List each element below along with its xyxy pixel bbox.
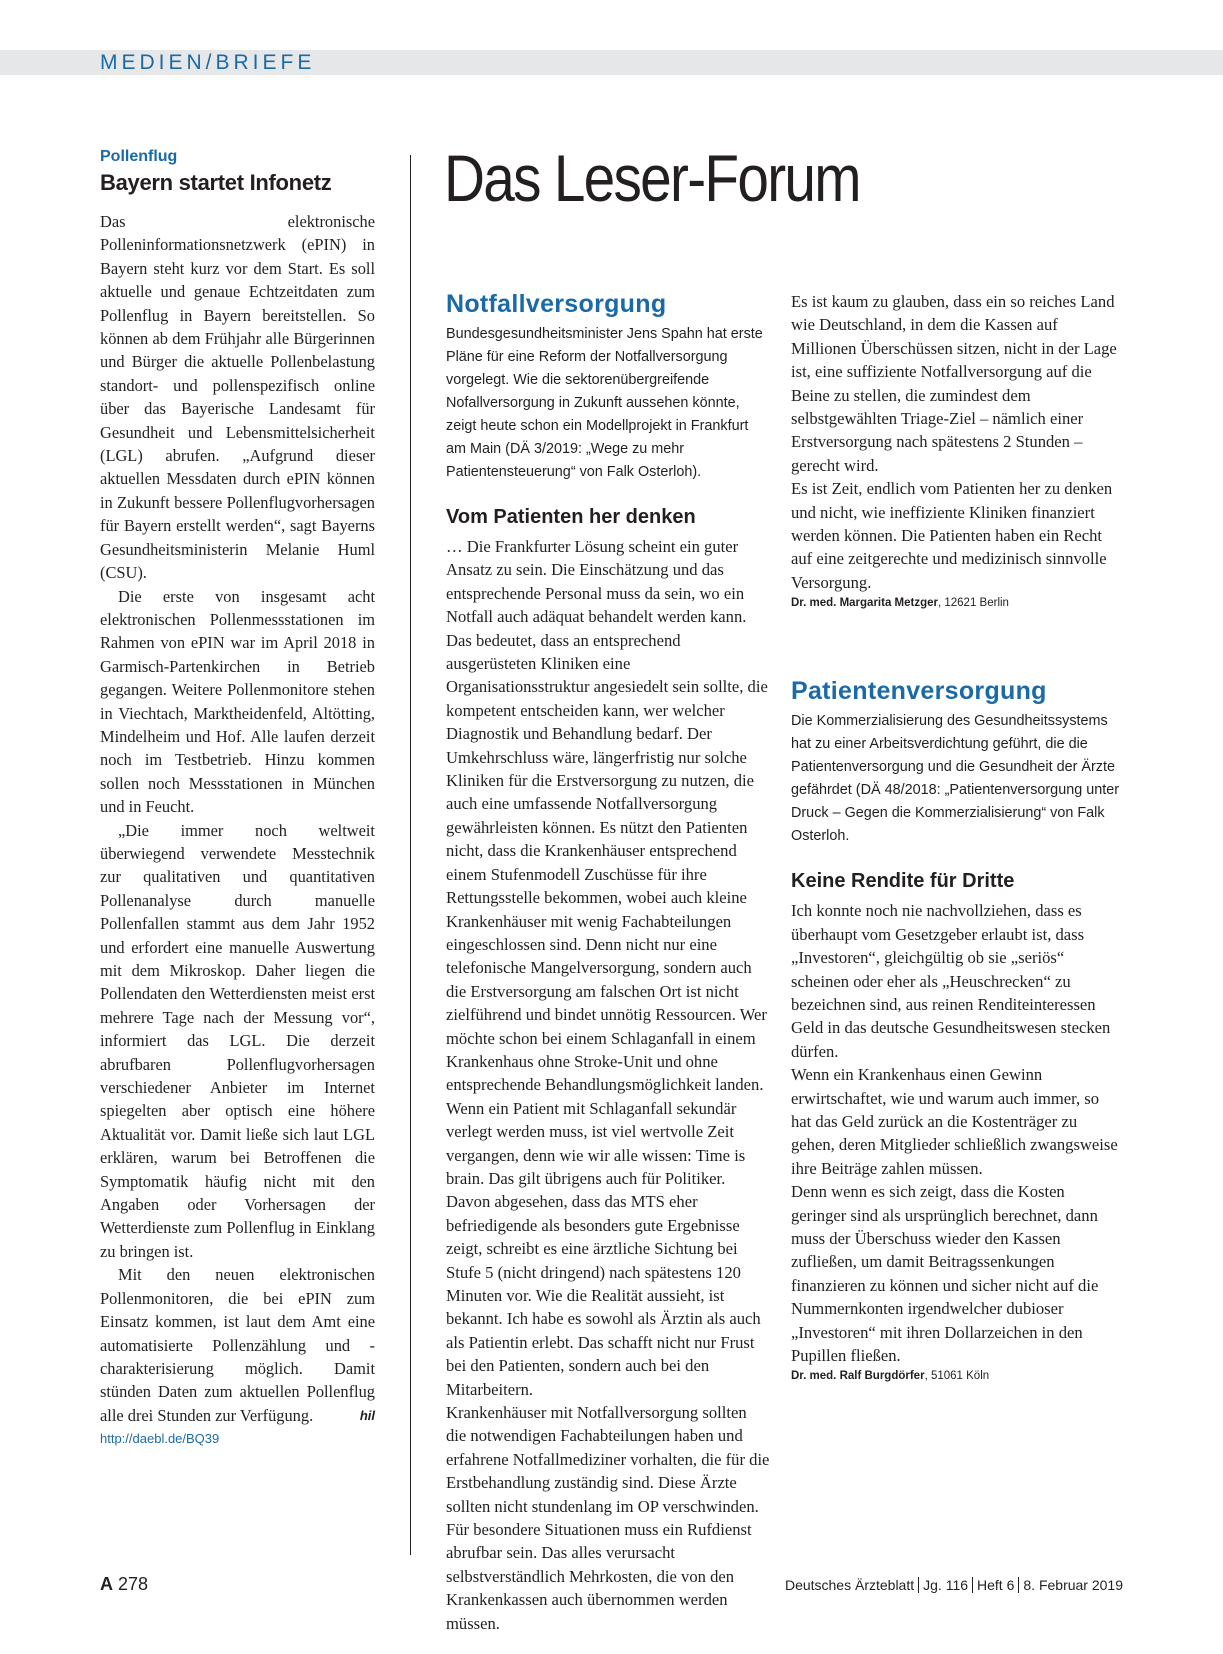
separator xyxy=(1018,1577,1019,1593)
letter-intro: Bundesgesundheitsminister Jens Spahn hat erste Pläne für eine Reform der Notfallversorgung vorgelegt. Wie die sektorenübergreifende Nofallversorgung in Zukunft aussehen könnte, zeigt heute schon ein Modellprojekt in Frankfurt am Main (DÄ 3/2019: „Wege zu mehr Patientensteuerung“ von Falk Osterloh). xyxy=(446,326,763,480)
letter-author xyxy=(791,1370,1121,1382)
letter-subhead: Keine Rendite für Dritte xyxy=(791,870,1015,893)
journal-date: 8. Februar 2019 xyxy=(1023,1577,1123,1593)
letter-intro: Die Kommerzialisierung des Gesundheitssystems hat zu einer Arbeitsverdichtung geführt, die die Patientenversorgung und die Gesundheit der Ärzte gefährdet (DÄ 48/2018: „Patientenversorgung unter Druck – Gegen die Kommerzialisierung“ von Falk Osterloh. xyxy=(791,713,1119,845)
page-title: Das Leser-Forum xyxy=(444,141,860,215)
letter-paragraph: Wenn ein Krankenhaus einen Gewinn erwirtschaftet, wie und warum auch immer, so hat das Geld zurück an die Kostenträger zu gehen, deren Mitglieder schließlich zwangsweise ihre Beiträge zahlen müssen. xyxy=(791,1065,1118,1178)
letter-paragraph: Davon abgesehen, dass das MTS eher befriedigende als besonders gute Ergebnisse zeigt, schreibt es eine ärztliche Sichtung bei Stufe 5 (nicht dringend) nach spätestens 120 Minuten vor. Wie die Realität aussieht, ist bekannt. Ich habe es sowohl als Ärztin als auch als Patientin erlebt. Das schafft nicht nur Frust bei den Patienten, sondern auch bei den Mitarbeitern. xyxy=(446,1192,761,1399)
letter-rubric: Notfallversorgung xyxy=(446,290,667,318)
article-paragraph-text: Mit den neuen elektronischen Pollenmonitoren, die bei ePIN zum Einsatz kommen, ist laut dem Amt eine automatisierte Pollenzählung und -charakterisierung möglich. Damit stünden Daten zum aktuellen Pollenflug alle drei Stunden zur Verfügung. xyxy=(100,1265,375,1425)
letter-paragraph: Es ist Zeit, endlich vom Patienten her zu denken und nicht, wie ineffiziente Kliniken finanziert werden können. Die Patienten haben ein Recht auf eine zeitgerechte und medizinisch sinnvolle Versorgung. xyxy=(791,479,1113,592)
page-number xyxy=(100,1574,148,1595)
letter-paragraph: Denn wenn es sich zeigt, dass die Kosten geringer sind als ursprünglich berechnet, dann muss der Überschuss wieder den Kassen zufließen, um damit Beitragssenkungen finanzieren zu können und sicher nicht auf die Nummernkonten irgendwelcher dubioser „Investoren“ mit ihren Dollarzeichen in den Pupillen fließen. xyxy=(791,1182,1099,1365)
author-signature: hil xyxy=(359,1407,375,1423)
news-article xyxy=(100,148,375,1446)
letter-subhead: Vom Patienten her denken xyxy=(446,506,696,528)
letter-author xyxy=(791,597,1121,609)
separator xyxy=(972,1577,973,1593)
letter-paragraph: Ich konnte noch nie nachvollziehen, dass es überhaupt vom Gesetzgeber erlaubt ist, dass „Investoren“, gleichgültig ob sie „seriös“ scheinen oder eher als „Heuschrecken“ zu bezeichnen sind, aus reinen Renditeinteressen Geld in das deutsche Gesundheitswesen stecken dürfen. xyxy=(791,901,1111,1061)
journal-issue: Heft 6 xyxy=(977,1577,1015,1593)
article-paragraph: „Die immer noch weltweit überwiegend verwendete Messtechnik zur qualitativen und quantitativen Pollenanalyse durch manuelle Pollenfallen stammt aus dem Jahr 1952 und erfordert eine manuelle Auswertung mit dem Mikroskop. Daher liegen die Pollendaten den Wetterdiensten meist erst mehrere Tage nach der Messung vor“, informiert das LGL. Die derzeit abrufbaren Pollenflugvorhersagen verschiedener Anbieter im Internet spiegelten aber optisch eine höhere Aktualität vor. Damit ließe sich laut LGL erklären, warum bei Betroffenen die Symptomatik häufig nicht mit den Angaben oder Vorhersagen der Wetterdienste zum Pollenflug in Einklang zu bringen ist. xyxy=(100,820,375,1261)
author-place: , 51061 Köln xyxy=(924,1370,990,1383)
article-headline: Bayern startet Infonetz xyxy=(100,170,332,195)
article-paragraph: Die erste von insgesamt acht elektronischen Pollenmessstationen im Rahmen von ePIN war im April 2018 in Garmisch-Partenkirchen in Betrieb gegangen. Weitere Pollenmonitore stehen in Viechtach, Marktheidenfeld, Altötting, Mindelheim und Hof. Alle laufen derzeit noch im Testbetrieb. Hinzu kommen sollen noch Messstationen in München und in Feucht. xyxy=(100,586,375,817)
author-name: Dr. med. Ralf Burgdörfer xyxy=(791,1370,925,1383)
article-body xyxy=(100,210,375,1427)
letter-paragraph: Es ist kaum zu glauben, dass ein so reiches Land wie Deutschland, in dem die Kassen auf Millionen Überschüssen sitzen, nicht in der Lage ist, eine suffiziente Notfallversorgung auf die Beine zu stellen, die zumindest dem selbstgewählten Triage-Ziel – nämlich einer Erstversorgung nach spätestens 2 Stunden – gerecht wird. xyxy=(791,292,1117,475)
letter-notfallversorgung xyxy=(446,290,771,1635)
letter-rubric: Patientenversorgung xyxy=(791,677,1047,706)
right-column xyxy=(791,290,1121,1382)
separator xyxy=(918,1577,919,1593)
article-paragraph xyxy=(100,1263,375,1427)
page-prefix: A xyxy=(100,1574,113,1594)
letter-paragraph: … Die Frankfurter Lösung scheint ein guter Ansatz zu sein. Die Einschätzung und das entsprechende Personal muss da sein, wo ein Notfall auch adäquat behandelt werden kann. Das bedeutet, dass an entsprechend ausgerüsteten Kliniken eine Organisationsstruktur angesiedelt sein sollte, die kompetent entscheiden kann, wer welcher Diagnostik und Behandlung bedarf. Der Umkehrschluss wäre, längerfristig nur solche Kliniken für die Erstversorgung zu nutzen, die auch eine umfassende Notfallversorgung gewährleisten können. Es nützt den Patienten nicht, dass die Krankenhäuser entsprechend einem Stufenmodell Zuschüsse für ihre Rettungsstelle bekommen, wobei auch kleine Krankenhäuser mit wenig Fachabteilungen eingeschlossen sind. Denn nicht nur eine telefonische Mangelversorgung, sondern auch die Erstversorgung am falschen Ort ist nicht zielführend und bindet unnötig Ressourcen. Wer möchte schon bei einem Schlaganfall in einem Krankenhaus ohne Stroke-Unit und ohne entsprechende Behandlungsmöglichkeit landen. Wenn ein Patient mit Schlaganfall sekundär verlegt werden muss, ist viel wertvolle Zeit vergangen, denn wie wir alle wissen: Time is brain. Das gilt übrigens auch für Politiker. xyxy=(446,537,768,1188)
article-kicker: Pollenflug xyxy=(100,148,178,165)
column-divider xyxy=(410,155,411,1555)
letter-body-continued xyxy=(791,290,1121,594)
page-number-value: 278 xyxy=(118,1574,149,1594)
letter-body xyxy=(446,535,771,1635)
journal-volume: Jg. 116 xyxy=(923,1577,969,1593)
section-label: MEDIEN/BRIEFE xyxy=(100,51,316,74)
author-name: Dr. med. Margarita Metzger xyxy=(791,597,938,610)
letter-paragraph: Krankenhäuser mit Notfallversorgung sollten die notwendigen Fachabteilungen haben und erfahrene Notfallmediziner vorhalten, die für die Erstbehandlung zuständig sind. Diese Ärzte sollten nicht stundenlang im OP verschwinden. Für besondere Situationen muss ein Rufdienst abrufbar sein. Das alles verursacht selbstverständlich Mehrkosten, die von den Krankenkassen auch übernommen werden müssen. xyxy=(446,1403,770,1633)
letter-body xyxy=(791,899,1121,1367)
journal-info xyxy=(785,1577,1123,1593)
author-place: , 12621 Berlin xyxy=(937,597,1009,610)
article-link[interactable]: http://daebl.de/BQ39 xyxy=(100,1431,220,1447)
journal-name: Deutsches Ärzteblatt xyxy=(784,1577,915,1593)
article-paragraph: Das elektronische Polleninformationsnetzwerk (ePIN) in Bayern steht kurz vor dem Start. Es soll aktuelle und genaue Echtzeitdaten zum Pollenflug in Bayern bereitstellen. So können ab dem Frühjahr alle Bürgerinnen und Bürger die aktuelle Pollenbelastung standort- und pollenspezifisch online über das Bayerische Landesamt für Gesundheit und Lebensmittelsicherheit (LGL) abrufen. „Aufgrund dieser aktuellen Messdaten durch ePIN können in Zukunft bessere Pollenflugvorhersagen für Bayern erstellt werden“, sagt Bayerns Gesundheitsministerin Melanie Huml (CSU). xyxy=(100,212,375,583)
